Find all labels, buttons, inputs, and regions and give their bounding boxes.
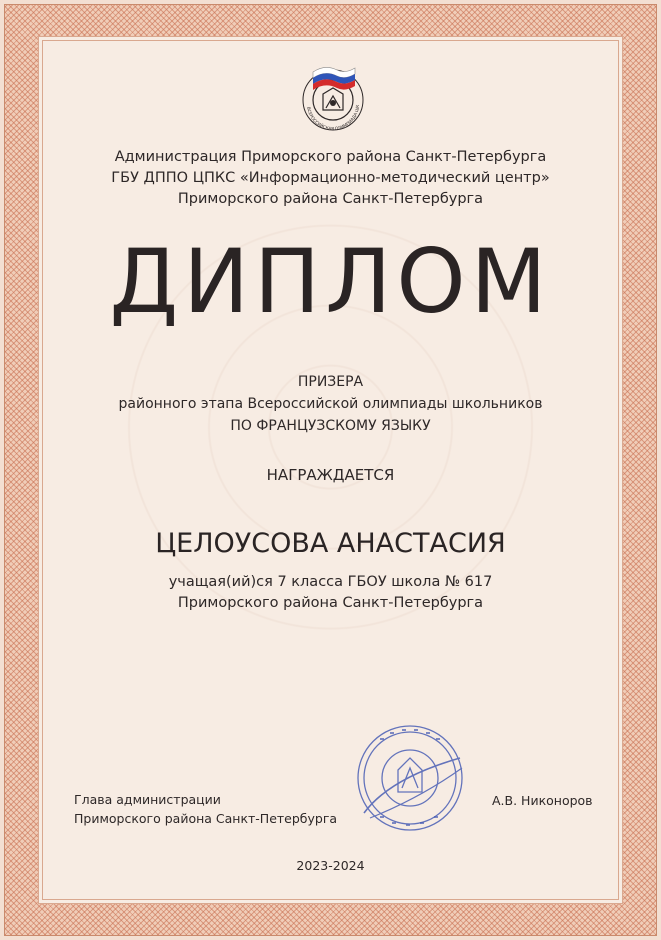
organization-line-2: ГБУ ДППО ЦПКС «Информационно-методический центр» [111,170,550,186]
signatory-position-line-2: Приморского района Санкт-Петербурга [74,811,338,826]
diploma-title: ДИПЛОМ [109,230,552,333]
signatory-position [74,790,337,828]
academic-year: 2023-2024 [296,858,365,873]
signatory-position-line-1: Глава администрации [74,792,221,807]
awarded-label: НАГРАЖДАЕТСЯ [266,466,395,484]
organization-line-3: Приморского района Санкт-Петербурга [177,191,484,207]
award-subject: ПО ФРАНЦУЗСКОМУ ЯЗЫКУ [230,418,431,434]
award-event: районного этапа Всероссийской олимпиады школьников [118,396,543,412]
emblem-ring-text: ВСЕРОССИЙСКАЯ ОЛИМПИАДА ШК [306,104,361,132]
recipient-school: учащая(ий)ся 7 класса ГБОУ школа № 617 [168,574,493,590]
recipient-name: ЦЕЛОУСОВА АНАСТАСИЯ [155,528,506,559]
recipient-district: Приморского района Санкт-Петербурга [177,595,484,611]
award-type: ПРИЗЕРА [297,374,364,390]
olympiad-emblem-icon [293,58,373,138]
signatory-name: А.В. Никоноров [492,793,593,808]
official-seal-icon [350,718,470,838]
organization-line-1: Администрация Приморского района Санкт-Петербурга [114,149,547,165]
